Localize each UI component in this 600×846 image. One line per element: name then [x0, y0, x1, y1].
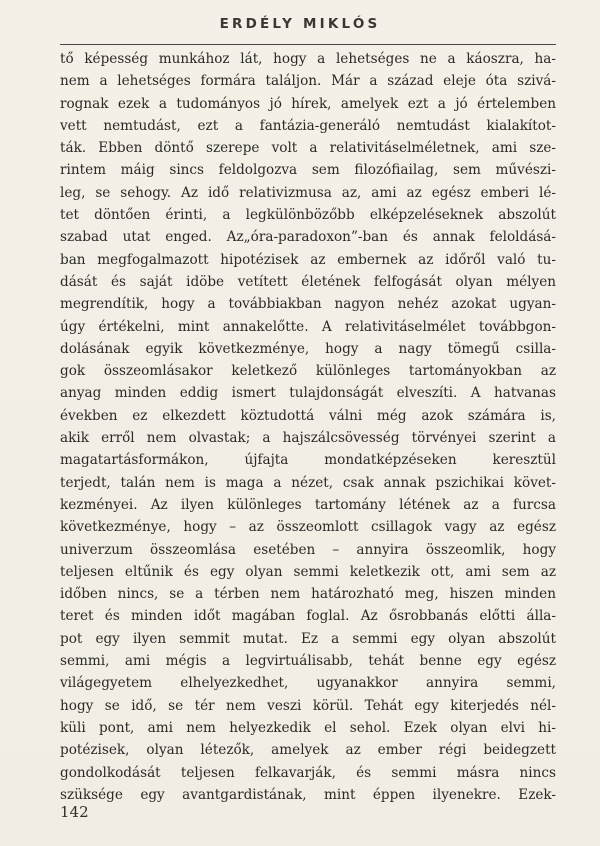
text-line: leg, se sehogy. Az idő relativizmusa az, ami az egész emberi lé-: [60, 184, 556, 201]
text-line: gok összeomlásakor keletkező különleges tartományokban az: [60, 363, 556, 380]
text-line: tet döntően érinti, a legkülönbözőbb elképzeléseknek abszolút: [60, 207, 556, 224]
text-line: hogy se idő, se tér nem veszi körül. Tehát egy kiterjedés nél-: [60, 697, 556, 714]
text-line: években ez elkezdett köztudottá válni még azok számára is,: [60, 407, 556, 424]
text-line: úgy értékelni, mint annakelőtte. A relativitáselmélet továbbgon-: [60, 318, 556, 335]
text-line: időben nincs, se a térben nem határozható meg, hiszen minden: [60, 586, 556, 603]
text-line: potézisek, olyan létezők, amelyek az ember régi beidegzett: [60, 742, 556, 759]
running-head-title: ERDÉLY MIKLÓS: [219, 16, 381, 32]
page-number: 142: [60, 803, 89, 821]
text-line: küli pont, ami nem helyezkedik el sehol. Ezek olyan elvi hi-: [60, 719, 556, 736]
text-line: rognak ezek a tudományos jó hírek, amelyek ezt a jó értelemben: [60, 95, 556, 112]
text-line: dását és saját idöbe vetített életének felfogását olyan mélyen: [60, 273, 556, 290]
body-text: [60, 48, 556, 806]
text-line: nem a lehetséges formára találjon. Már a század eleje óta szivá-: [60, 73, 556, 90]
text-line: anyag minden eddig ismert tulajdonságát elveszíti. A hatvanas: [60, 385, 556, 402]
text-line: szüksége egy avantgardistának, mint éppen ilyenekre. Ezek-: [60, 786, 556, 803]
text-line: univerzum összeomlása esetében – annyira összeomlik, hogy: [60, 541, 556, 558]
text-line: megrendítik, hogy a továbbiakban nagyon nehéz azokat ugyan-: [60, 296, 556, 313]
text-line: világegyetem elhelyezkedhet, ugyanakkor annyira semmi,: [60, 675, 556, 692]
text-line: dolásának egyik következménye, hogy a nagy tömegű csilla-: [60, 340, 556, 357]
text-line: vett nemtudást, ezt a fantázia-generáló nemtudást kialakítot-: [60, 117, 556, 134]
text-line: magatartásformákon, újfajta mondatképzéseken keresztül: [60, 452, 556, 469]
text-line: ták. Ebben döntő szerepe volt a relativitáselméletnek, ami sze-: [60, 140, 556, 157]
text-line: szabad utat enged. Az„óra-paradoxon”-ban és annak feloldásá-: [60, 229, 556, 246]
text-line: kezményei. Az ilyen különleges tartomány létének az a furcsa: [60, 496, 556, 513]
header-rule: [60, 44, 556, 45]
text-line: következménye, hogy – az összeomlott csillagok vagy az egész: [60, 519, 556, 536]
text-line: gondolkodását teljesen felkavarják, és semmi másra nincs: [60, 764, 556, 781]
text-line: teret és minden időt magában foglal. Az ősrobbanás előtti álla-: [60, 608, 556, 625]
text-line: semmi, ami mégis a legvirtuálisabb, tehát benne egy egész: [60, 653, 556, 670]
text-line: terjedt, talán nem is maga a nézet, csak annak pszichikai követ-: [60, 474, 556, 491]
text-line: tő képesség munkához lát, hogy a lehetséges ne a káoszra, ha-: [60, 51, 556, 67]
text-line: teljesen eltűnik és egy olyan semmi keletkezik ott, ami sem az: [60, 563, 556, 580]
text-line: akik erről nem olvastak; a hajszálcsövesség törvényei szerint a: [60, 430, 556, 447]
text-line: pot egy ilyen semmit mutat. Ez a semmi egy olyan abszolút: [60, 630, 556, 647]
text-line: rintem máig sincs feldolgozva sem filozófiailag, sem művészi-: [60, 162, 556, 179]
text-line: ban megfogalmazott hipotézisek az embernek az időről való tu-: [60, 251, 556, 268]
